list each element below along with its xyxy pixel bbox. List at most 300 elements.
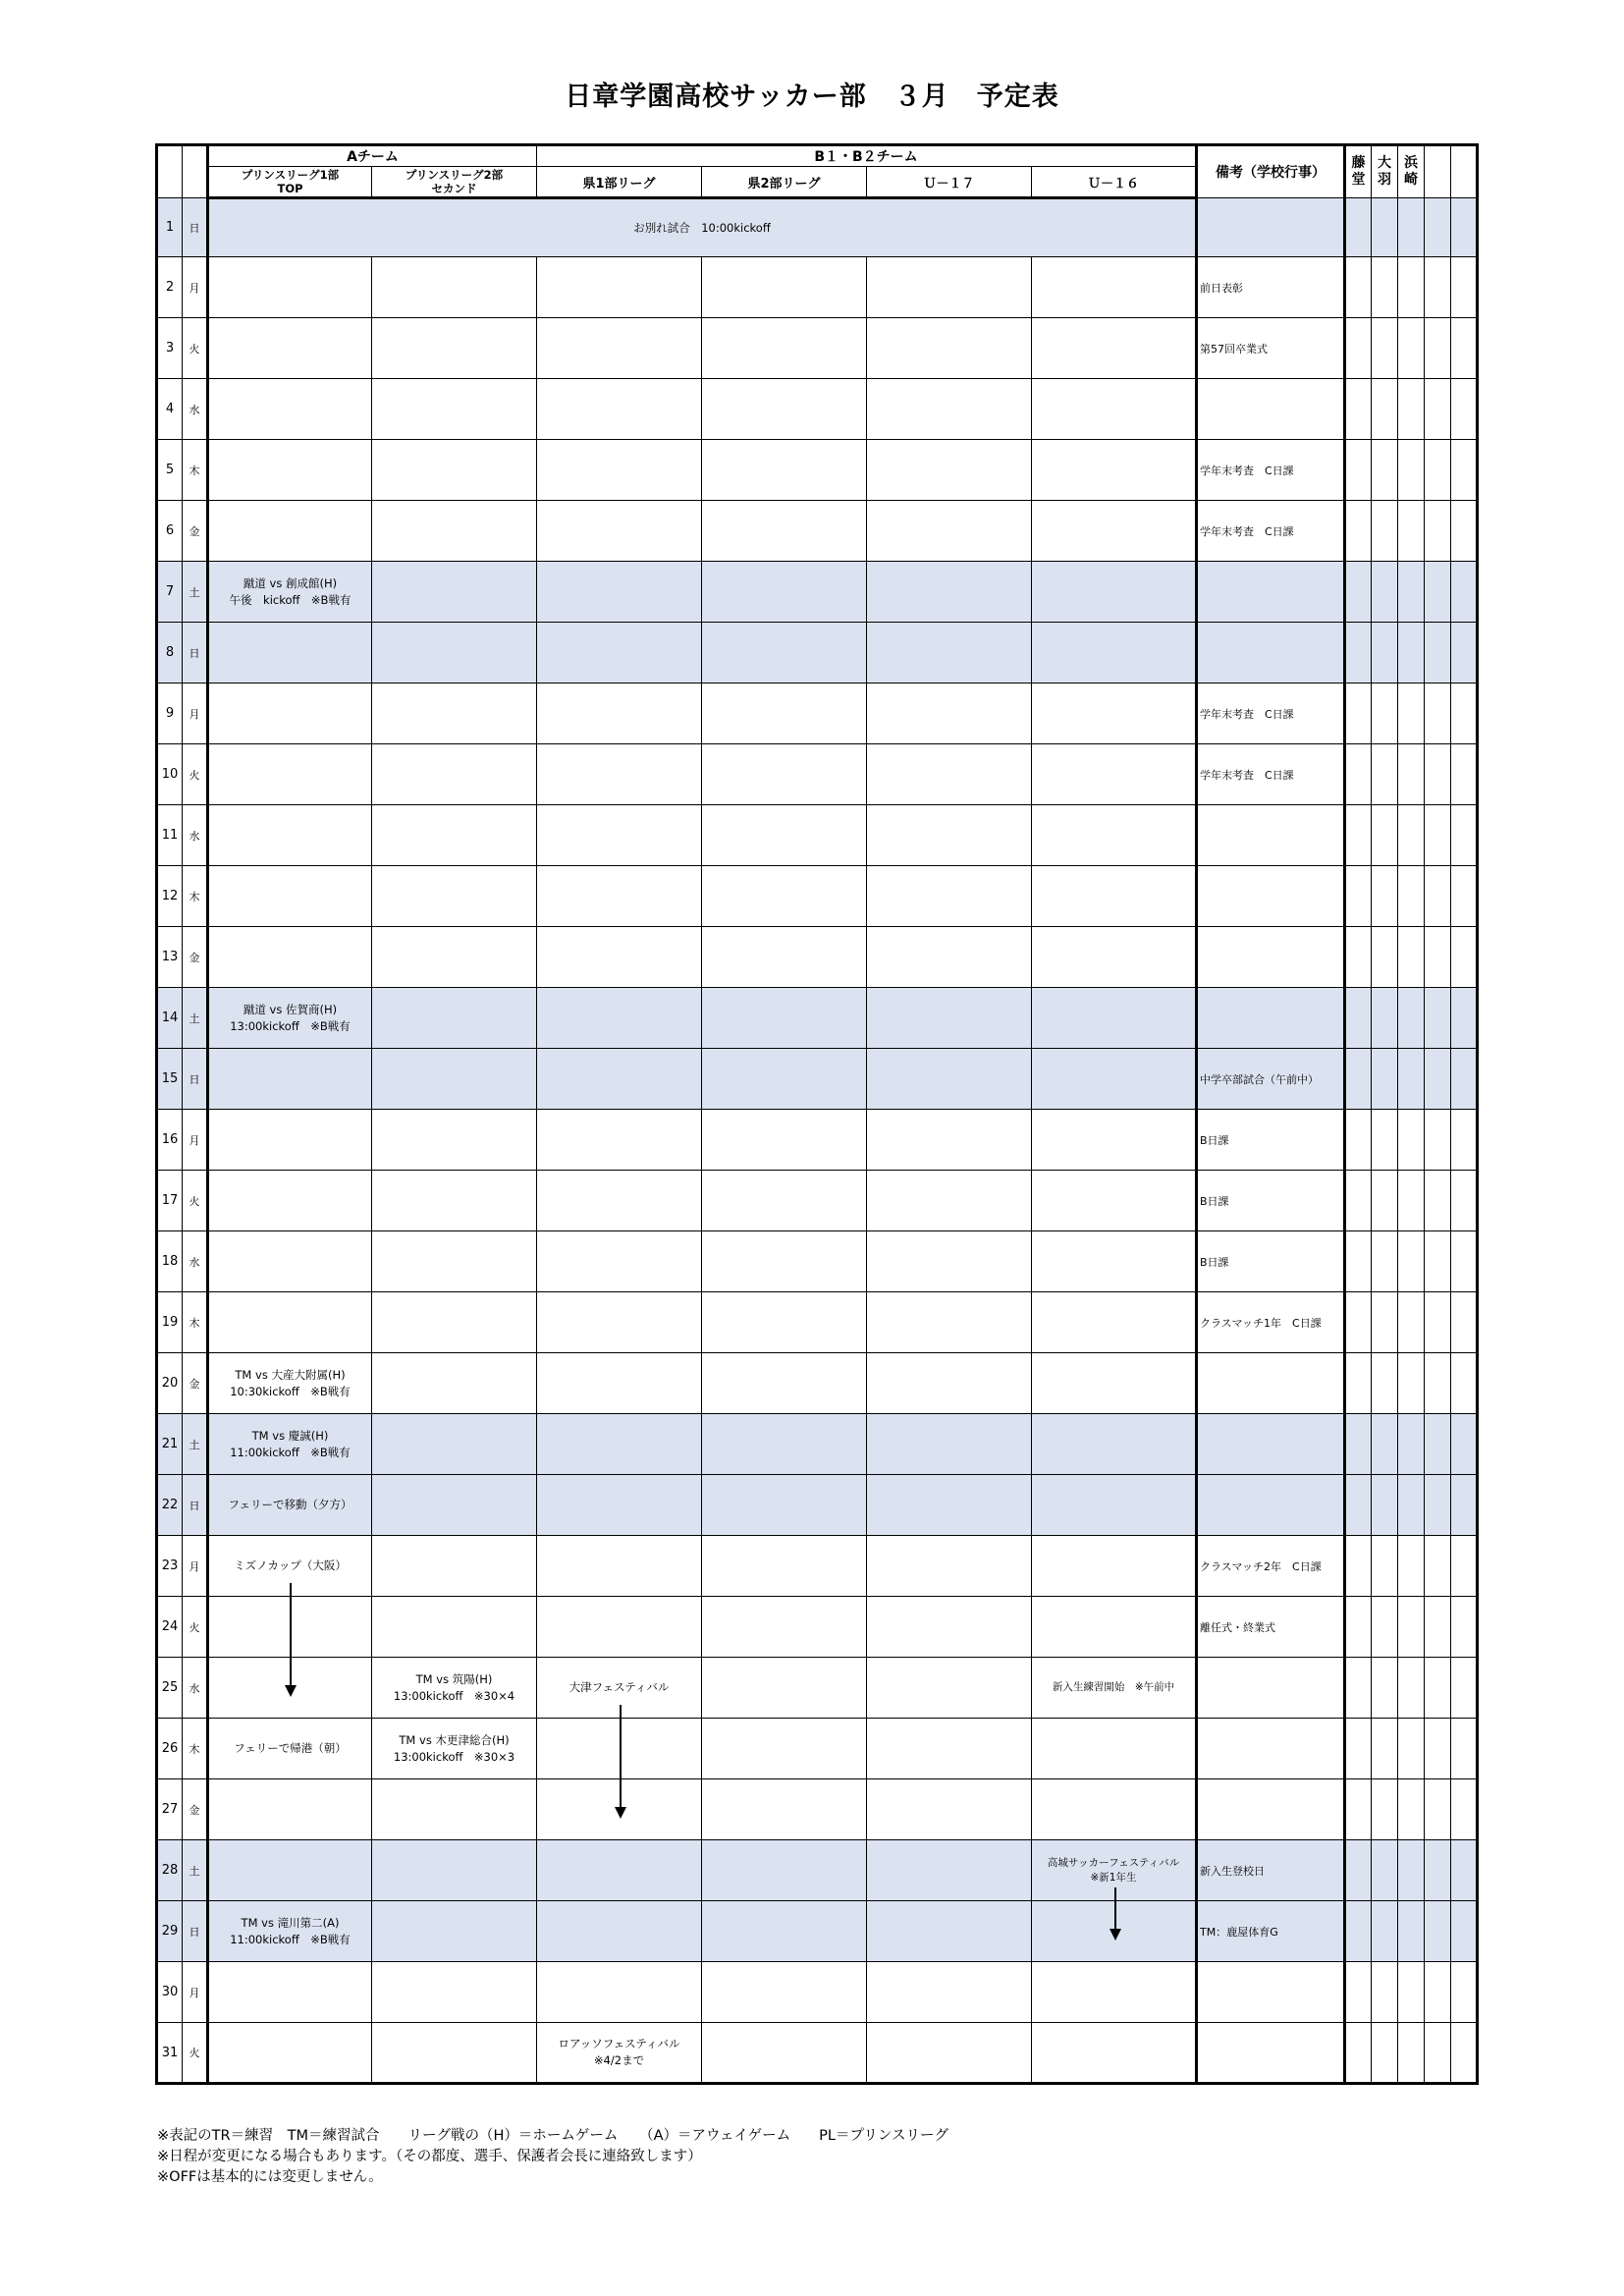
note-cell <box>1197 927 1345 988</box>
cell-pref2 <box>702 257 867 318</box>
cell-pref2 <box>702 1171 867 1231</box>
weekday: 日 <box>183 1475 208 1536</box>
day-number: 28 <box>157 1840 183 1901</box>
note-cell: B日課 <box>1197 1171 1345 1231</box>
staff-cell <box>1451 1658 1478 1719</box>
staff-cell <box>1425 257 1451 318</box>
staff-cell <box>1372 440 1398 501</box>
cell-u16 <box>1032 1231 1197 1292</box>
cell-top <box>208 866 372 927</box>
day-row <box>157 562 1478 623</box>
staff-cell <box>1451 1901 1478 1962</box>
staff-cell <box>1398 927 1425 988</box>
note-cell <box>1197 623 1345 683</box>
staff-cell <box>1398 198 1425 257</box>
staff-cell <box>1372 1658 1398 1719</box>
cell-top <box>208 1110 372 1171</box>
staff-cell <box>1372 805 1398 866</box>
cell-u17 <box>867 1719 1032 1779</box>
staff-cell <box>1425 683 1451 744</box>
cell-top <box>208 440 372 501</box>
cell-second <box>372 805 537 866</box>
day-number: 14 <box>157 988 183 1049</box>
event-text: お別れ試合 10:00kickoff <box>633 220 771 235</box>
day-row <box>157 683 1478 744</box>
staff-cell <box>1345 927 1372 988</box>
cell-pref1 <box>537 1171 702 1231</box>
col-header-second: プリンスリーグ2部 セカンド <box>372 167 537 198</box>
staff-cell <box>1451 866 1478 927</box>
staff-cell <box>1398 1171 1425 1231</box>
weekday: 金 <box>183 501 208 562</box>
col-header-u17: Ｕ－１７ <box>867 167 1032 198</box>
staff-cell <box>1345 1231 1372 1292</box>
staff-cell <box>1372 1719 1398 1779</box>
cell-u16 <box>1032 501 1197 562</box>
staff-cell <box>1451 744 1478 805</box>
staff-cell <box>1451 1719 1478 1779</box>
cell-pref2 <box>702 440 867 501</box>
staff-cell <box>1372 866 1398 927</box>
note-cell: TM：鹿屋体育G <box>1197 1901 1345 1962</box>
weekday: 土 <box>183 1840 208 1901</box>
note-cell <box>1197 2023 1345 2084</box>
staff-cell <box>1398 1475 1425 1536</box>
staff-cell <box>1398 1719 1425 1779</box>
note-cell <box>1197 1779 1345 1840</box>
cell-pref1 <box>537 1597 702 1658</box>
footer-line: ※表記のTR＝練習 TM＝練習試合 リーグ戦の（H）＝ホームゲーム （A）＝アウェイゲーム PL＝プリンスリーグ <box>157 2128 948 2144</box>
cell-u16 <box>1032 1779 1197 1840</box>
staff-cell <box>1425 988 1451 1049</box>
day-number: 26 <box>157 1719 183 1779</box>
cell-u17 <box>867 379 1032 440</box>
day-row <box>157 1901 1478 1962</box>
staff-cell <box>1398 1597 1425 1658</box>
cell-second <box>372 1049 537 1110</box>
day-row <box>157 1658 1478 1719</box>
cell-u16 <box>1032 1536 1197 1597</box>
cell-u16 <box>1032 1962 1197 2023</box>
page-title: 日章学園高校サッカー部 ３月 予定表 <box>565 82 1059 112</box>
staff-cell <box>1425 1171 1451 1231</box>
cell-second <box>372 1475 537 1536</box>
cell-second <box>372 1719 537 1779</box>
cell-top <box>208 1962 372 2023</box>
cell-u16 <box>1032 318 1197 379</box>
cell-u17 <box>867 257 1032 318</box>
note-cell <box>1197 988 1345 1049</box>
cell-top <box>208 1231 372 1292</box>
cell-pref2 <box>702 1231 867 1292</box>
day-number: 10 <box>157 744 183 805</box>
cell-second <box>372 623 537 683</box>
day-row <box>157 1049 1478 1110</box>
staff-cell <box>1451 988 1478 1049</box>
staff-header-1: 藤 堂 <box>1345 145 1372 198</box>
day-row <box>157 1110 1478 1171</box>
staff-cell <box>1345 1719 1372 1779</box>
cell-pref2 <box>702 1962 867 2023</box>
note-cell <box>1197 379 1345 440</box>
note-cell: 中学卒部試合（午前中） <box>1197 1049 1345 1110</box>
cell-pref1 <box>537 1840 702 1901</box>
cell-u16 <box>1032 1110 1197 1171</box>
cell-u17 <box>867 1597 1032 1658</box>
staff-cell <box>1398 1414 1425 1475</box>
cell-pref2 <box>702 1475 867 1536</box>
cell-pref1 <box>537 1536 702 1597</box>
staff-cell <box>1425 1962 1451 2023</box>
cell-u16 <box>1032 1171 1197 1231</box>
cell-pref1 <box>537 927 702 988</box>
cell-pref2 <box>702 1658 867 1719</box>
cell-top <box>208 257 372 318</box>
day-row <box>157 198 1478 257</box>
note-cell: クラスマッチ2年 C日課 <box>1197 1536 1345 1597</box>
note-cell <box>1197 805 1345 866</box>
day-row <box>157 1292 1478 1353</box>
cell-pref2 <box>702 1414 867 1475</box>
cell-pref2 <box>702 1292 867 1353</box>
staff-cell <box>1451 1597 1478 1658</box>
staff-cell <box>1372 744 1398 805</box>
note-cell <box>1197 562 1345 623</box>
cell-pref2 <box>702 1536 867 1597</box>
event-text: TM vs 木更津総合(H) 13:00kickoff ※30×3 <box>393 1732 515 1764</box>
staff-cell <box>1425 501 1451 562</box>
weekday: 火 <box>183 744 208 805</box>
staff-cell <box>1345 1049 1372 1110</box>
cell-second <box>372 1597 537 1658</box>
day-row <box>157 1962 1478 2023</box>
note-cell <box>1197 1962 1345 2023</box>
staff-cell <box>1425 379 1451 440</box>
event-text: フェリーで帰港（朝） <box>234 1741 347 1755</box>
staff-cell <box>1372 1171 1398 1231</box>
staff-cell <box>1372 501 1398 562</box>
cell-pref2 <box>702 744 867 805</box>
day-row <box>157 440 1478 501</box>
day-row <box>157 2023 1478 2084</box>
col-header-top: プリンスリーグ1部 TOP <box>208 167 372 198</box>
staff-cell <box>1425 562 1451 623</box>
staff-cell <box>1345 1658 1372 1719</box>
staff-cell <box>1398 1049 1425 1110</box>
staff-header-2: 大 羽 <box>1372 145 1398 198</box>
staff-cell <box>1345 744 1372 805</box>
staff-cell <box>1425 1414 1451 1475</box>
cell-pref1 <box>537 623 702 683</box>
staff-cell <box>1398 805 1425 866</box>
staff-header-4 <box>1425 145 1451 198</box>
note-cell: B日課 <box>1197 1231 1345 1292</box>
staff-cell <box>1398 1353 1425 1414</box>
staff-cell <box>1372 257 1398 318</box>
cell-top <box>208 1049 372 1110</box>
day-number: 22 <box>157 1475 183 1536</box>
staff-cell <box>1451 501 1478 562</box>
weekday: 月 <box>183 683 208 744</box>
cell-u17 <box>867 1414 1032 1475</box>
day-number: 6 <box>157 501 183 562</box>
staff-cell <box>1398 562 1425 623</box>
cell-second <box>372 1840 537 1901</box>
day-row <box>157 1719 1478 1779</box>
staff-cell <box>1345 1353 1372 1414</box>
note-header: 備考（学校行事） <box>1197 145 1345 198</box>
cell-second <box>372 927 537 988</box>
staff-cell <box>1425 440 1451 501</box>
note-cell <box>1197 1658 1345 1719</box>
day-row <box>157 257 1478 318</box>
cell-u16 <box>1032 1719 1197 1779</box>
staff-cell <box>1398 318 1425 379</box>
footer-line: ※日程が変更になる場合もあります。（その都度、選手、保護者会長に連絡致します） <box>157 2149 702 2164</box>
cell-top <box>208 1779 372 1840</box>
staff-cell <box>1398 2023 1425 2084</box>
staff-cell <box>1372 379 1398 440</box>
staff-cell <box>1425 744 1451 805</box>
day-row <box>157 1475 1478 1536</box>
note-cell <box>1197 1414 1345 1475</box>
event-text: TM vs 筑陽(H) 13:00kickoff ※30×4 <box>393 1671 515 1703</box>
cell-second <box>372 1231 537 1292</box>
staff-cell <box>1345 1901 1372 1962</box>
day-number: 21 <box>157 1414 183 1475</box>
staff-cell <box>1372 1353 1398 1414</box>
staff-cell <box>1451 1231 1478 1292</box>
team-a-header: Aチーム <box>208 145 537 167</box>
day-number: 16 <box>157 1110 183 1171</box>
continuation-arrow-icon <box>1114 1887 1116 1939</box>
staff-cell <box>1398 257 1425 318</box>
cell-second <box>372 2023 537 2084</box>
cell-u17 <box>867 1536 1032 1597</box>
staff-cell <box>1451 379 1478 440</box>
day-number: 5 <box>157 440 183 501</box>
day-number: 19 <box>157 1292 183 1353</box>
cell-u17 <box>867 318 1032 379</box>
cell-top <box>208 683 372 744</box>
staff-cell <box>1451 683 1478 744</box>
note-cell: 学年末考査 C日課 <box>1197 683 1345 744</box>
cell-top <box>208 379 372 440</box>
cell-second <box>372 1536 537 1597</box>
cell-top <box>208 1475 372 1536</box>
cell-top <box>208 318 372 379</box>
cell-pref1 <box>537 1475 702 1536</box>
staff-cell <box>1398 1231 1425 1292</box>
cell-top <box>208 927 372 988</box>
cell-u16 <box>1032 866 1197 927</box>
staff-cell <box>1345 623 1372 683</box>
staff-cell <box>1398 683 1425 744</box>
day-row <box>157 501 1478 562</box>
staff-cell <box>1451 1049 1478 1110</box>
staff-cell <box>1451 1475 1478 1536</box>
day-number: 15 <box>157 1049 183 1110</box>
staff-cell <box>1345 440 1372 501</box>
day-number: 31 <box>157 2023 183 2084</box>
day-row <box>157 1414 1478 1475</box>
event-text: TM vs 慶誠(H) 11:00kickoff ※B戦有 <box>230 1428 351 1459</box>
cell-u17 <box>867 1292 1032 1353</box>
cell-u17 <box>867 988 1032 1049</box>
cell-top <box>208 1171 372 1231</box>
cell-pref1 <box>537 866 702 927</box>
staff-cell <box>1372 988 1398 1049</box>
note-cell: B日課 <box>1197 1110 1345 1171</box>
cell-top <box>208 1414 372 1475</box>
cell-u16 <box>1032 623 1197 683</box>
cell-pref1 <box>537 1292 702 1353</box>
cell-pref1 <box>537 562 702 623</box>
weekday: 日 <box>183 1049 208 1110</box>
day-row <box>157 318 1478 379</box>
cell-pref2 <box>702 1840 867 1901</box>
staff-cell <box>1345 198 1372 257</box>
staff-cell <box>1425 1901 1451 1962</box>
staff-cell <box>1451 927 1478 988</box>
event-text: 高城サッカーフェスティバル ※新1年生 <box>1047 1856 1180 1884</box>
day-row <box>157 1536 1478 1597</box>
weekday: 金 <box>183 1353 208 1414</box>
cell-u16 <box>1032 2023 1197 2084</box>
cell-second <box>372 501 537 562</box>
cell-pref1 <box>537 1901 702 1962</box>
note-cell: 学年末考査 C日課 <box>1197 744 1345 805</box>
day-header <box>157 145 183 198</box>
cell-u16 <box>1032 440 1197 501</box>
event-text: 蹴道 vs 佐賀商(H) 13:00kickoff ※B戦有 <box>230 1002 351 1033</box>
cell-second <box>372 1962 537 2023</box>
day-number: 8 <box>157 623 183 683</box>
day-number: 29 <box>157 1901 183 1962</box>
cell-pref2 <box>702 623 867 683</box>
cell-u16 <box>1032 744 1197 805</box>
cell-u16 <box>1032 1475 1197 1536</box>
staff-cell <box>1425 1779 1451 1840</box>
cell-pref1 <box>537 805 702 866</box>
staff-cell <box>1345 1962 1372 2023</box>
day-row <box>157 1231 1478 1292</box>
day-row <box>157 1353 1478 1414</box>
staff-cell <box>1398 440 1425 501</box>
staff-cell <box>1451 1353 1478 1414</box>
staff-cell <box>1451 562 1478 623</box>
cell-pref2 <box>702 379 867 440</box>
staff-cell <box>1425 1475 1451 1536</box>
cell-pref2 <box>702 1901 867 1962</box>
day-number: 20 <box>157 1353 183 1414</box>
col-header-pref1: 県1部リーグ <box>537 167 702 198</box>
staff-cell <box>1425 927 1451 988</box>
cell-u16 <box>1032 1353 1197 1414</box>
day-row <box>157 927 1478 988</box>
weekday: 月 <box>183 1110 208 1171</box>
cell-top <box>208 744 372 805</box>
cell-u17 <box>867 744 1032 805</box>
weekday: 火 <box>183 1597 208 1658</box>
cell-u17 <box>867 1658 1032 1719</box>
cell-u17 <box>867 866 1032 927</box>
staff-cell <box>1451 805 1478 866</box>
cell-pref2 <box>702 1597 867 1658</box>
staff-cell <box>1345 1171 1372 1231</box>
cell-u16 <box>1032 257 1197 318</box>
weekday: 日 <box>183 623 208 683</box>
cell-u16 <box>1032 1049 1197 1110</box>
day-row <box>157 744 1478 805</box>
cell-top <box>208 2023 372 2084</box>
cell-pref2 <box>702 1049 867 1110</box>
event-all-teams <box>208 198 1197 257</box>
note-cell: 学年末考査 C日課 <box>1197 440 1345 501</box>
note-cell: 離任式・終業式 <box>1197 1597 1345 1658</box>
footer-line: ※OFFは基本的には変更しません。 <box>157 2169 383 2185</box>
staff-cell <box>1372 1597 1398 1658</box>
staff-cell <box>1345 1840 1372 1901</box>
staff-cell <box>1372 198 1398 257</box>
cell-pref1 <box>537 683 702 744</box>
cell-u17 <box>867 683 1032 744</box>
staff-cell <box>1372 318 1398 379</box>
cell-top <box>208 1292 372 1353</box>
event-text: 大津フェスティバル <box>568 1680 670 1694</box>
staff-cell <box>1372 2023 1398 2084</box>
event-text: ミズノカップ（大阪） <box>234 1558 347 1572</box>
staff-cell <box>1451 1292 1478 1353</box>
cell-second <box>372 1414 537 1475</box>
cell-top <box>208 1901 372 1962</box>
staff-cell <box>1451 2023 1478 2084</box>
day-number: 27 <box>157 1779 183 1840</box>
cell-u17 <box>867 1049 1032 1110</box>
cell-second <box>372 744 537 805</box>
weekday: 木 <box>183 1292 208 1353</box>
staff-cell <box>1425 2023 1451 2084</box>
staff-cell <box>1398 744 1425 805</box>
cell-u17 <box>867 805 1032 866</box>
cell-pref2 <box>702 1719 867 1779</box>
weekday: 木 <box>183 440 208 501</box>
day-number: 11 <box>157 805 183 866</box>
staff-cell <box>1451 318 1478 379</box>
day-row <box>157 1779 1478 1840</box>
staff-cell <box>1398 1779 1425 1840</box>
day-number: 7 <box>157 562 183 623</box>
day-row <box>157 988 1478 1049</box>
staff-cell <box>1398 1901 1425 1962</box>
cell-u17 <box>867 1962 1032 2023</box>
staff-cell <box>1425 1292 1451 1353</box>
weekday: 日 <box>183 198 208 257</box>
weekday: 日 <box>183 1901 208 1962</box>
cell-u17 <box>867 927 1032 988</box>
day-number: 18 <box>157 1231 183 1292</box>
cell-u17 <box>867 440 1032 501</box>
staff-cell <box>1398 379 1425 440</box>
continuation-arrow-icon <box>620 1705 622 1817</box>
cell-pref1 <box>537 988 702 1049</box>
note-cell: 学年末考査 C日課 <box>1197 501 1345 562</box>
cell-second <box>372 379 537 440</box>
cell-top <box>208 1719 372 1779</box>
staff-cell <box>1372 1231 1398 1292</box>
cell-pref1 <box>537 1962 702 2023</box>
cell-pref2 <box>702 1779 867 1840</box>
